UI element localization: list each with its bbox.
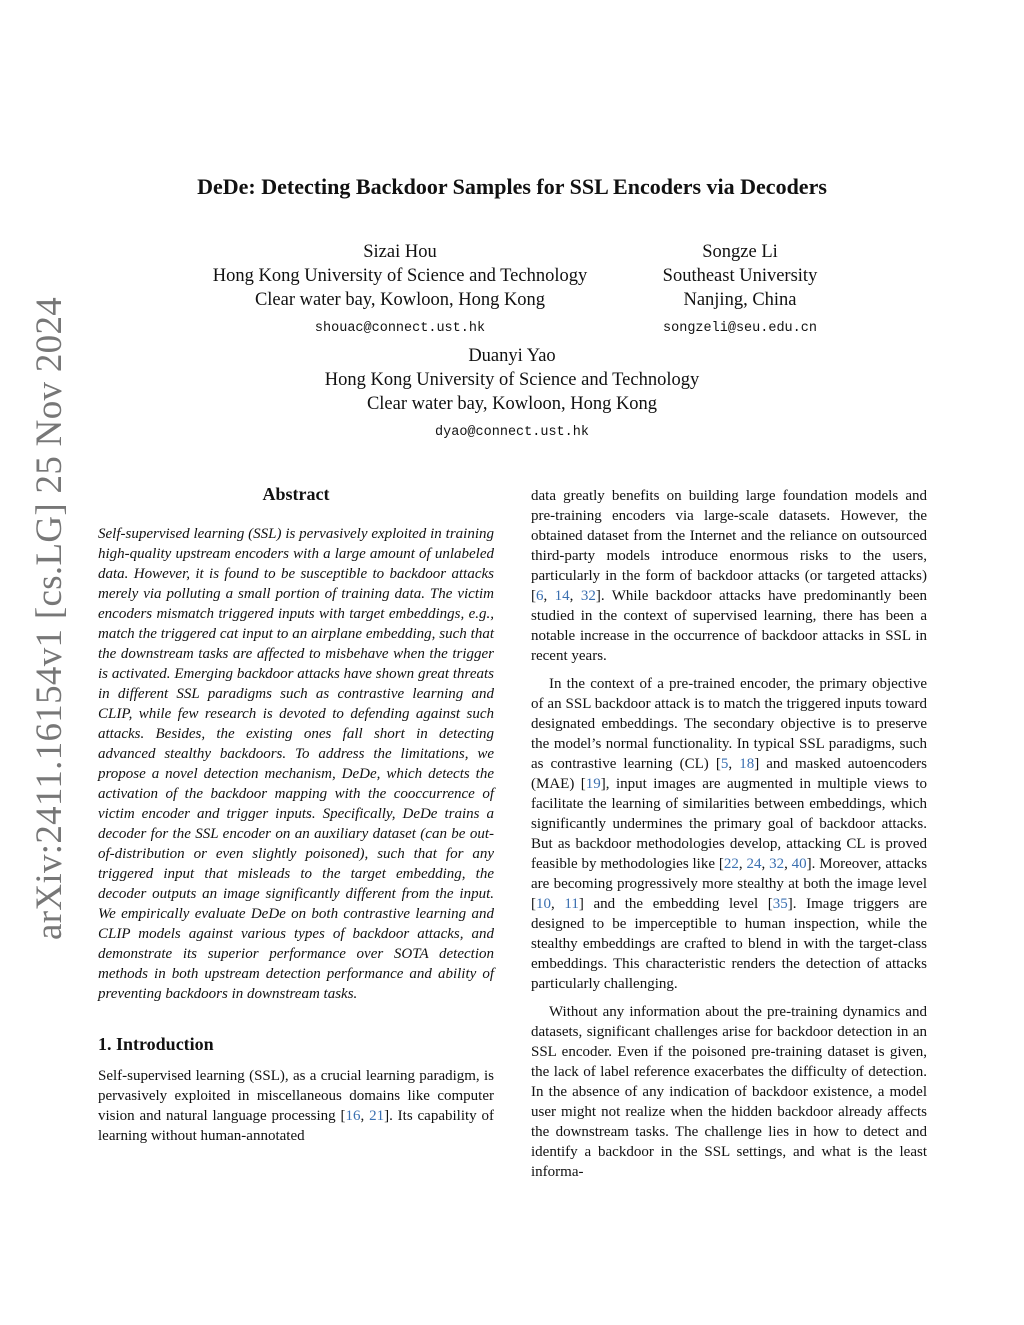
arxiv-identifier: arXiv:2411.16154v1 [cs.LG] 25 Nov 2024 xyxy=(29,296,70,940)
author-affiliation: Hong Kong University of Science and Technology xyxy=(324,370,700,390)
citation-link[interactable]: 21 xyxy=(369,1108,385,1124)
author-email: songzeli@seu.edu.cn xyxy=(663,321,817,336)
citation-link[interactable]: 24 xyxy=(746,856,762,872)
author-block-3 xyxy=(262,344,762,445)
author-email: shouac@connect.ust.hk xyxy=(314,321,486,336)
author-affiliation: Southeast University xyxy=(662,266,818,286)
author-affiliation: Hong Kong University of Science and Technology xyxy=(212,266,588,286)
intro-paragraph-3: Without any information about the pre-training dynamics and datasets, significant challenges arise for backdoor detection in an SSL encoder. Even if the poisoned pre-training dataset is given, the lack of label reference exacerbates the difficulty of detection. In the absence of any indication of backdoor existence, a model user might not realize when the hidden backdoor already affects the downstream tasks. The challenge lies in how to detect and identify a backdoor in the SSL settings, and what is the least informa- xyxy=(531,1004,927,1180)
author-address: Clear water bay, Kowloon, Hong Kong xyxy=(254,290,546,310)
author-name: Duanyi Yao xyxy=(468,346,556,366)
citation-link[interactable]: 5 xyxy=(720,756,729,772)
left-column xyxy=(98,484,494,1146)
section-heading-introduction: 1. Introduction xyxy=(98,1034,214,1054)
paper-title: DeDe: Detecting Backdoor Samples for SSL Encoders via Decoders xyxy=(197,174,827,199)
author-address: Nanjing, China xyxy=(683,290,797,310)
citation-link[interactable]: 11 xyxy=(564,896,579,912)
citation-link[interactable]: 35 xyxy=(772,896,788,912)
citation-link[interactable]: 22 xyxy=(723,856,739,872)
citation-link[interactable]: 19 xyxy=(585,776,601,792)
citation-link[interactable]: 32 xyxy=(769,856,785,872)
intro-paragraph-1-continued: data greatly benefits on building large foundation models and pre-training encoders via large-scale datasets. However, the obtained dataset from the Internet and the reliance on outsourced third-party models introduce enormous risks to the users, particularly in the form of backdoor attacks (or targeted attacks) [6, 14, 32]. While backdoor attacks have predominantly been studied in the context of supervised learning, there has been a notable increase in the occurrence of backdoor attacks in SSL in recent years. xyxy=(531,488,928,664)
citation-link[interactable]: 6 xyxy=(536,588,544,604)
citation-link[interactable]: 14 xyxy=(554,588,570,604)
author-address: Clear water bay, Kowloon, Hong Kong xyxy=(366,394,658,414)
author-block-1 xyxy=(180,240,620,341)
citation-link[interactable]: 18 xyxy=(739,756,755,772)
citation-link[interactable]: 10 xyxy=(536,896,551,912)
author-block-2 xyxy=(620,240,860,341)
author-name: Sizai Hou xyxy=(363,242,437,262)
intro-paragraph-1: Self-supervised learning (SSL), as a crucial learning paradigm, is pervasively exploited in miscellaneous domains like computer vision and natural language processing [16, 21]. Its capability of learning without human-annotated xyxy=(98,1068,494,1144)
citation-link[interactable]: 32 xyxy=(580,588,596,604)
abstract-text: Self-supervised learning (SSL) is pervasively exploited in training high-quality upstream encoders with a large amount of unlabeled data. However, it is found to be susceptible to backdoor attacks merely via polluting a small portion of training data. The victim encoders mismatch triggered inputs with target embeddings, e.g., match the triggered cat input to an airplane embedding, such that the downstream tasks are affected to misbehave when the trigger is activated. Emerging backdoor attacks have shown great threats in different SSL paradigms such as contrastive learning and CLIP, while few research is devoted to defending against such attacks. Besides, the existing ones fall short in detecting advanced stealthy backdoors. To address the limitations, we propose a novel detection mechanism, DeDe, which detects the activation of the backdoor mapping with the cooccurrence of victim encoder and trigger inputs. Specifically, DeDe trains a decoder for the SSL encoder on an auxiliary dataset (can be out-of-distribution or even slightly poisoned), such that for any triggered input that misleads to the target embedding, the decoder outputs an image significantly different from the input. We empirically evaluate DeDe on both contrastive learning and CLIP models against various types of backdoor attacks, and demonstrate its superior performance over SOTA detection methods in both upstream detection performance and ability of preventing backdoors in downstream tasks. xyxy=(98,526,494,1002)
author-name: Songze Li xyxy=(702,242,778,262)
abstract-heading: Abstract xyxy=(262,484,330,504)
author-email: dyao@connect.ust.hk xyxy=(435,425,589,440)
citation-link[interactable]: 16 xyxy=(345,1108,361,1124)
right-column xyxy=(531,486,927,1182)
citation-link[interactable]: 40 xyxy=(791,856,807,872)
intro-paragraph-2: In the context of a pre-trained encoder, the primary objective of an SSL backdoor attack is to match the triggered inputs toward designated embeddings. The secondary objective is to preserve the model’s normal functionality. In typical SSL paradigms, such as contrastive learning (CL) [5, 18] and masked autoencoders (MAE) [19], input images are augmented in multiple views to facilitate the learning of similarities between embeddings, which significantly undermines the primary goal of backdoor attacks. But as backdoor methodologies develop, attacking CL is proved feasible by methodologies like [22, 24, 32, 40]. Moreover, attacks are becoming progressively more stealthy at both the image level [10, 11] and the embedding level [35]. Image triggers are designed to be imperceptible to human inspection, while the stealthy embeddings are crafted to blend in with the target-class embeddings. This characteristic renders the detection of attacks particularly challenging. xyxy=(531,676,928,992)
